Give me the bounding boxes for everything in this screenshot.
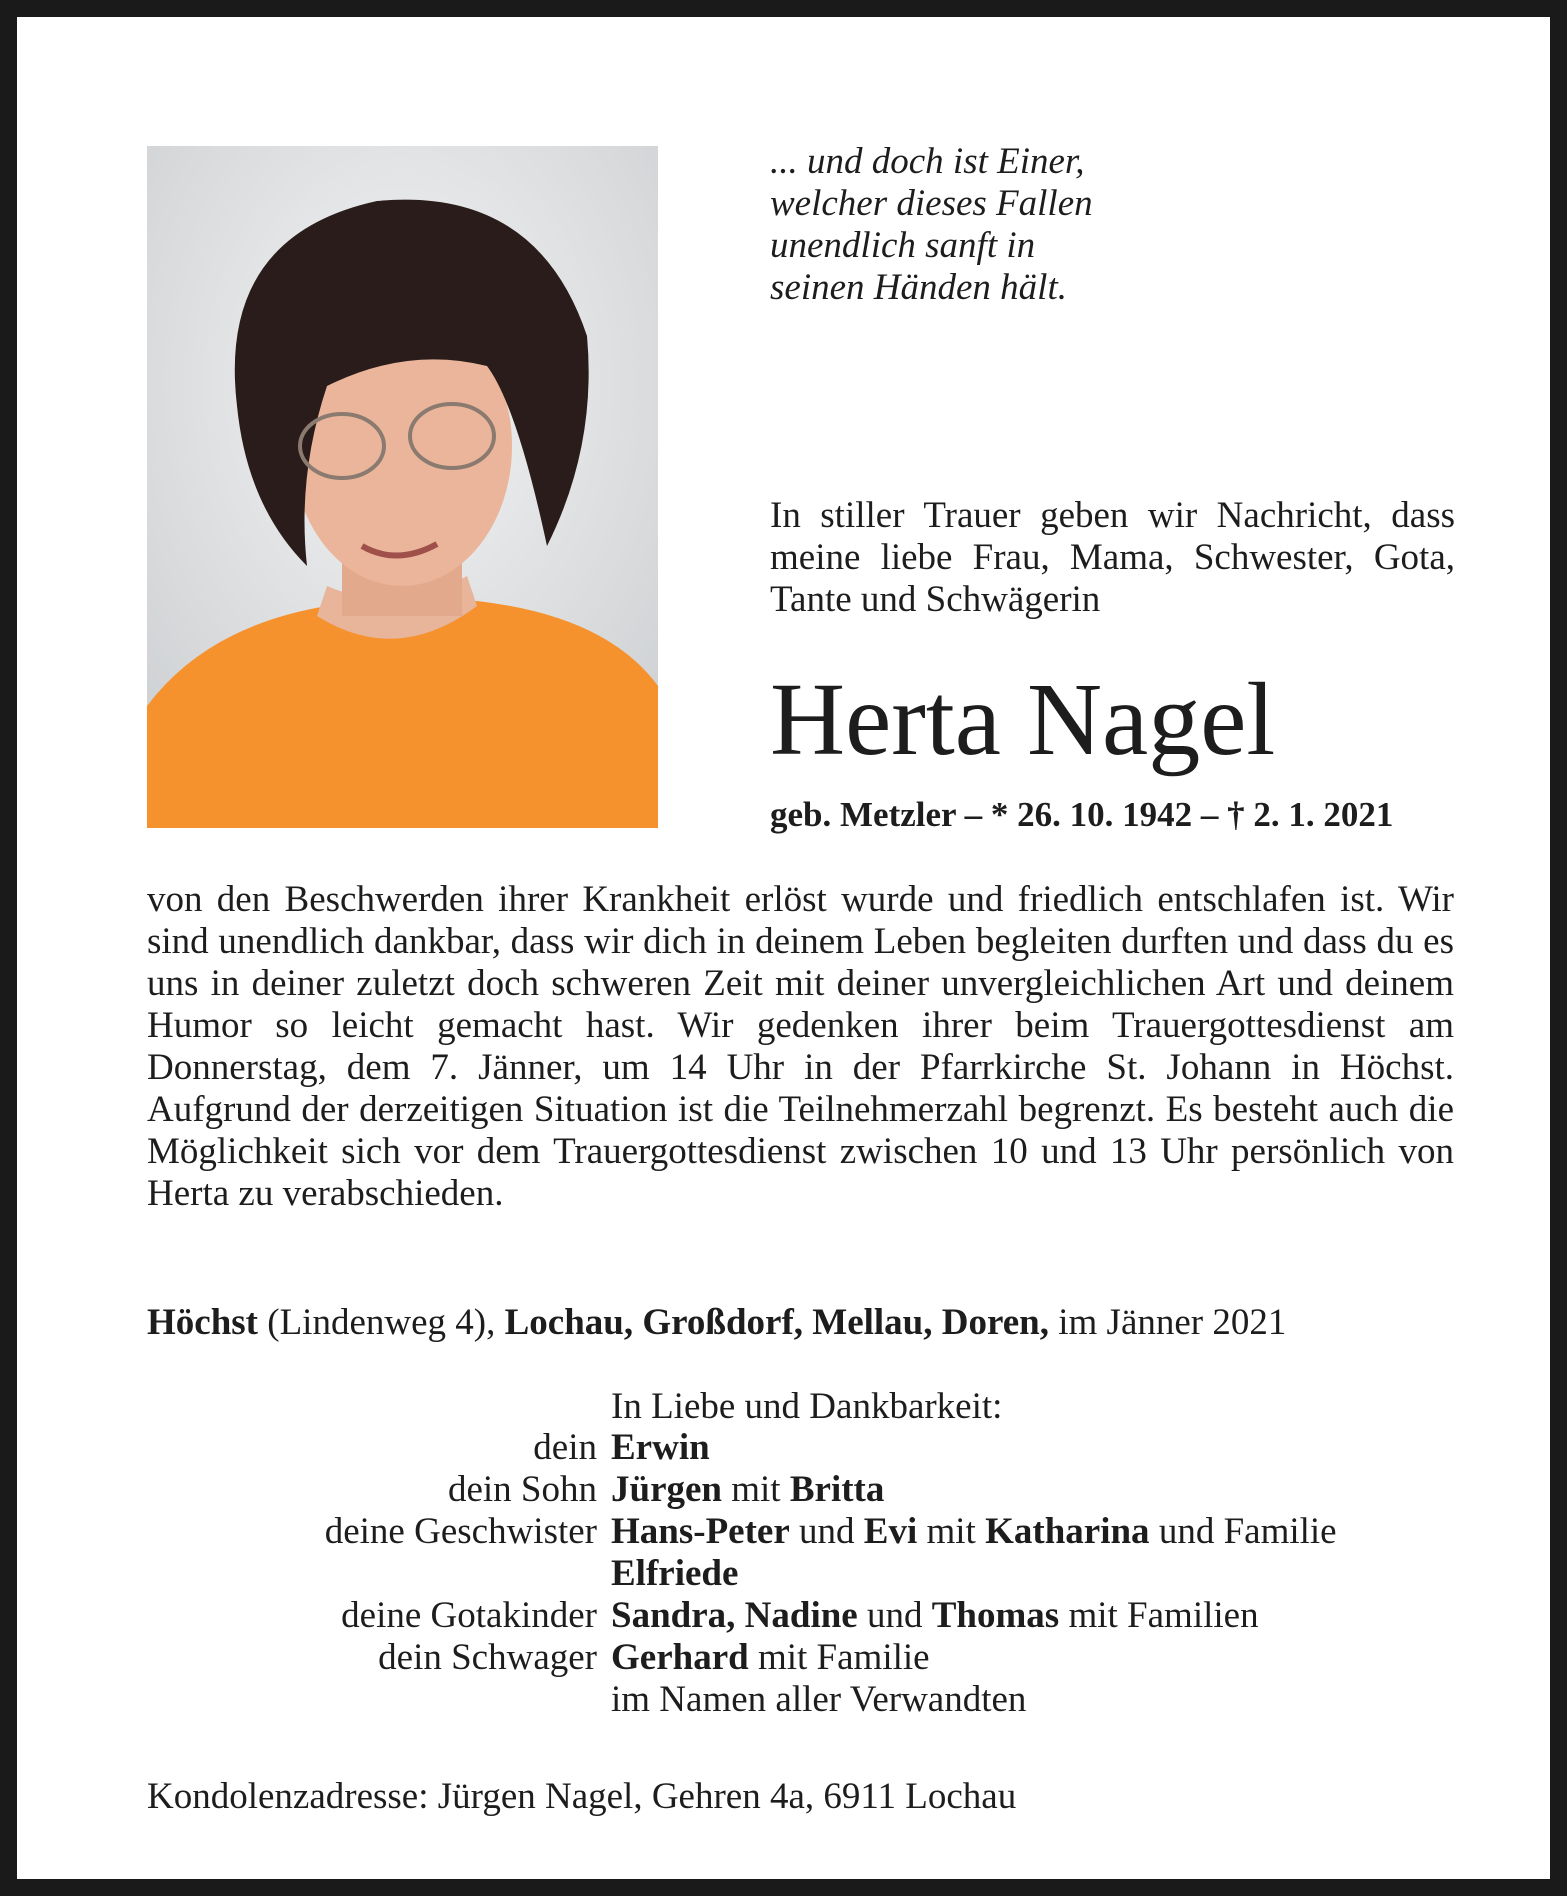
signature-names [611, 1679, 1026, 1721]
relation-label: dein Sohn [447, 1469, 597, 1510]
quote-line: welcher dieses Fallen [770, 183, 1093, 224]
person-name: Hans-Peter [611, 1511, 790, 1552]
person-name: Erwin [611, 1427, 710, 1468]
relation-label: dein Schwager [378, 1637, 597, 1678]
connector-text: mit Familien [1059, 1595, 1259, 1636]
relation-label [147, 1553, 611, 1595]
signature-row [147, 1511, 1337, 1553]
signature-row [147, 1469, 1337, 1511]
signatures [147, 1427, 1337, 1721]
connector-text: mit [917, 1511, 986, 1552]
deceased-name: Herta Nagel [770, 662, 1276, 777]
connector-text: im Namen aller Verwandten [611, 1679, 1027, 1720]
relation-label: dein [533, 1427, 597, 1468]
connector-text: und [857, 1595, 932, 1636]
signature-names [611, 1637, 930, 1679]
signature-row [147, 1595, 1337, 1637]
signature-names [611, 1511, 1337, 1553]
signature-row [147, 1427, 1337, 1469]
relation-label [147, 1679, 611, 1721]
thanks-heading: In Liebe und Dankbarkeit: [611, 1386, 1003, 1427]
place-date-line [147, 1301, 1286, 1344]
person-name: Evi [863, 1511, 918, 1552]
signature-names [611, 1595, 1259, 1637]
signature-names [611, 1469, 884, 1511]
relation-label: deine Geschwister [324, 1511, 597, 1552]
person-name: Britta [789, 1469, 885, 1510]
person-name: Gerhard [611, 1637, 749, 1678]
quote [770, 141, 1093, 309]
quote-line: unendlich sanft in [770, 225, 1036, 266]
life-dates: geb. Metzler – * 26. 10. 1942 – † 2. 1. 2021 [770, 795, 1394, 834]
connector-text: und Familie [1149, 1511, 1337, 1552]
place-main: Höchst [147, 1302, 258, 1343]
person-name: Katharina [985, 1511, 1150, 1552]
person-name: Jürgen [611, 1469, 722, 1510]
signature-row [147, 1679, 1337, 1721]
portrait-photo [147, 146, 658, 828]
relation-label: deine Gotakinder [341, 1595, 597, 1636]
quote-line: ... und doch ist Einer, [770, 141, 1085, 182]
connector-text: mit [722, 1469, 790, 1510]
address: (Lindenweg 4), [258, 1302, 505, 1343]
condolence-address: Kondolenzadresse: Jürgen Nagel, Gehren 4a, 6911 Lochau [147, 1776, 1017, 1817]
person-name: Sandra, Nadine [611, 1595, 858, 1636]
intro-text: In stiller Trauer geben wir Nachricht, dass meine liebe Frau, Mama, Schwester, Gota, Tante und Schwägerin [770, 495, 1455, 620]
quote-line: seinen Händen hält. [770, 267, 1067, 308]
body-text: von den Beschwerden ihrer Krankheit erlöst wurde und friedlich entschlafen ist. Wir sind unendlich dankbar, dass wir dich in deinem Leben begleiten durften und dass du es uns in deiner zuletzt doch schweren Zeit mit deiner unvergleichlichen Art und deinem Humor so leicht gemacht hast. Wir gedenken ihrer beim Trauergottesdienst am Donnerstag, dem 7. Jänner, um 14 Uhr in der Pfarrkirche St. Johann in Höchst. Aufgrund der derzeitigen Situation ist die Teilnehmerzahl begrenzt. Es besteht auch die Möglichkeit sich vor dem Trauergottesdienst zwischen 10 und 13 Uhr persönlich von Herta zu verabschieden. [147, 879, 1454, 1214]
signature-names [611, 1427, 710, 1469]
places: Lochau, Großdorf, Mellau, Doren, [504, 1302, 1049, 1343]
connector-text: und [789, 1511, 864, 1552]
person-name: Elfriede [611, 1553, 739, 1594]
connector-text: mit Familie [748, 1637, 930, 1678]
date: im Jänner 2021 [1049, 1302, 1287, 1343]
signature-row [147, 1553, 1337, 1595]
person-name: Thomas [931, 1595, 1060, 1636]
signature-names [611, 1553, 738, 1595]
obituary-sheet [17, 17, 1550, 1879]
signature-row [147, 1637, 1337, 1679]
